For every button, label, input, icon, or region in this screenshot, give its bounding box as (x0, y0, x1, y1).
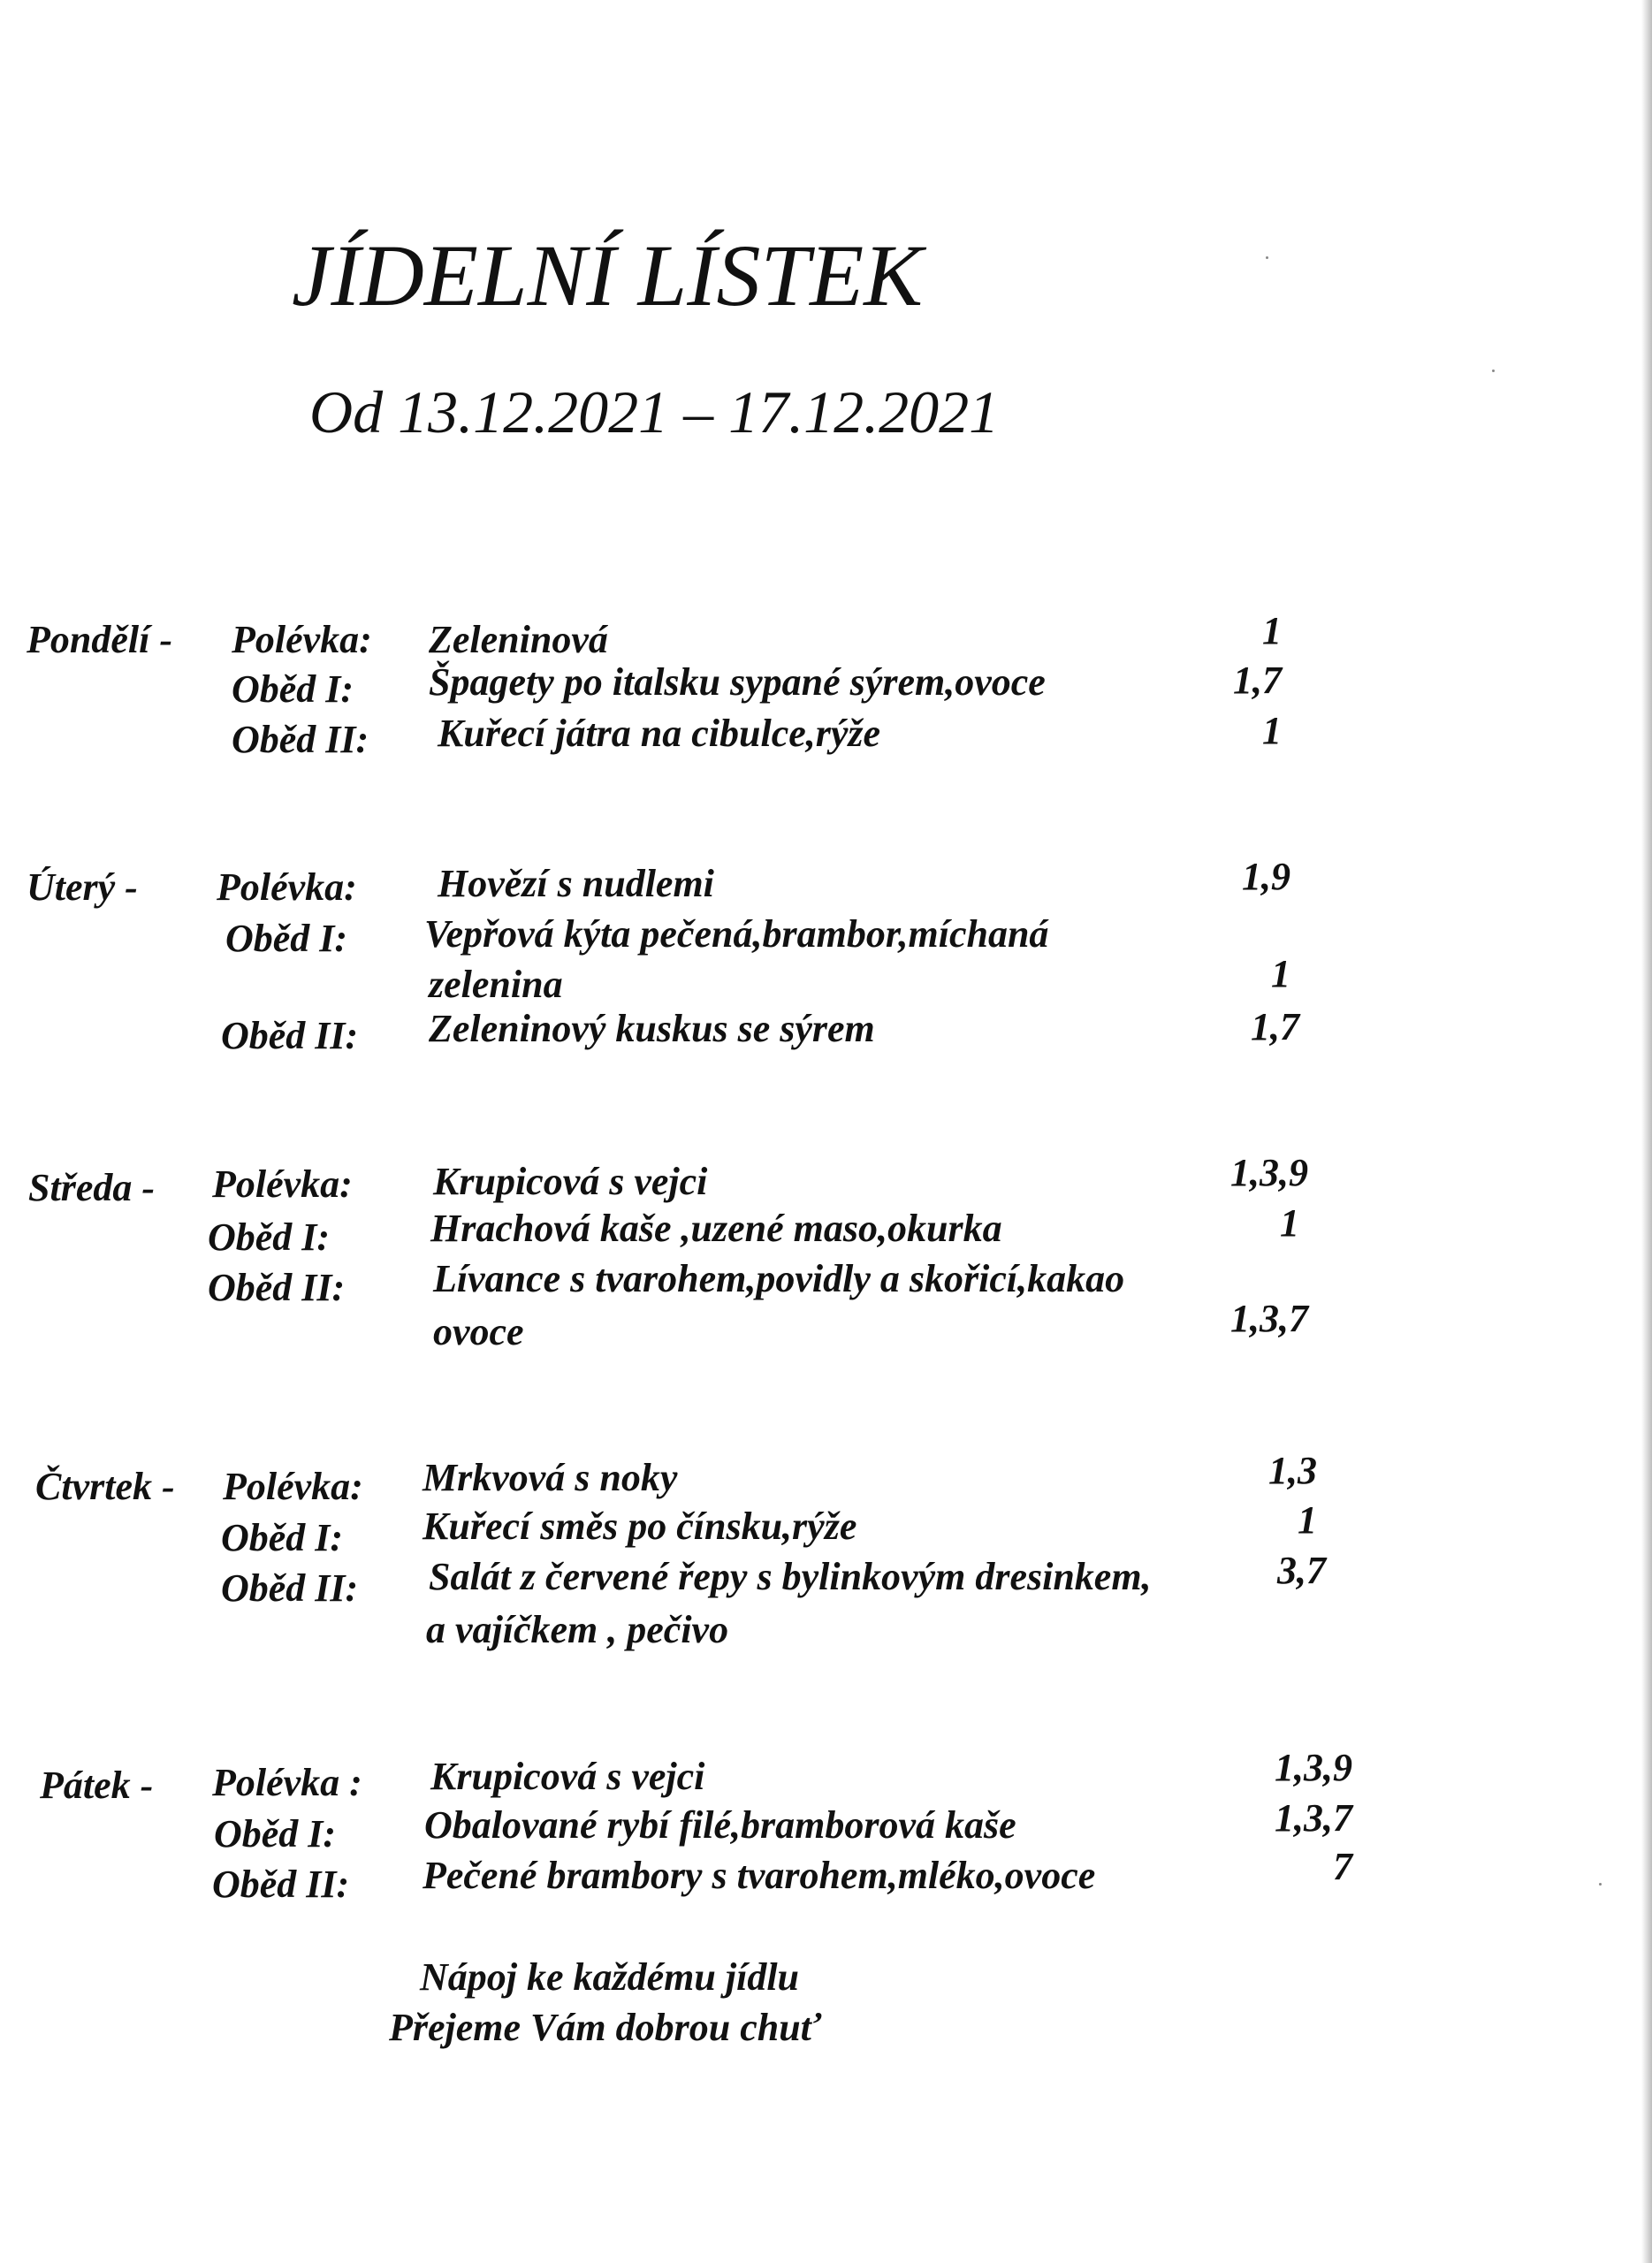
dish-name: Špagety po italsku sypané sýrem,ovoce (429, 660, 1046, 704)
course-label: Oběd II: (221, 1566, 359, 1610)
allergen-codes: 1,3,7 (1230, 1297, 1308, 1340)
dish-name: Kuřecí játra na cibulce,rýže (438, 712, 881, 755)
course-label: Oběd I: (232, 667, 354, 711)
dish-name: Zeleninová (429, 618, 608, 661)
dish-name: Mrkvová s noky (423, 1456, 678, 1499)
course-label: Oběd I: (208, 1215, 331, 1259)
allergen-codes: 1 (1280, 1201, 1299, 1245)
day-label: Pátek - (40, 1764, 154, 1807)
dish-name: Vepřová kýta pečená,brambor,míchaná (424, 912, 1049, 956)
course-label: Oběd II: (221, 1014, 359, 1057)
allergen-codes: 1,7 (1251, 1005, 1299, 1048)
course-label: Oběd I: (214, 1812, 337, 1855)
dish-name: Zeleninový kuskus se sýrem (429, 1007, 875, 1050)
course-label: Polévka: (232, 618, 372, 661)
dish-name: Krupicová s vejci (430, 1755, 705, 1798)
dish-name-continued: a vajíčkem , pečivo (426, 1608, 729, 1651)
dish-name: Lívance s tvarohem,povidly a skořicí,kakao (433, 1257, 1125, 1300)
allergen-codes: 1 (1262, 709, 1282, 752)
course-label: Oběd I: (221, 1516, 344, 1559)
course-label: Oběd II: (208, 1266, 346, 1309)
scan-speck (1266, 256, 1268, 259)
allergen-codes: 1 (1262, 609, 1282, 652)
course-label: Oběd II: (212, 1863, 350, 1906)
course-label: Polévka: (223, 1465, 363, 1508)
scan-speck (1599, 1883, 1602, 1886)
allergen-codes: 1,3 (1268, 1449, 1317, 1492)
dish-name: Kuřecí směs po čínsku,rýže (423, 1505, 857, 1548)
allergen-codes: 1,3,9 (1230, 1151, 1308, 1194)
menu-title: JÍDELNÍ LÍSTEK (292, 226, 923, 324)
allergen-codes: 7 (1333, 1845, 1352, 1888)
dish-name: Krupicová s vejci (433, 1160, 708, 1203)
allergen-codes: 1,9 (1242, 855, 1290, 898)
dish-name-continued: ovoce (433, 1310, 524, 1353)
course-label: Polévka: (217, 865, 357, 909)
course-label: Oběd II: (232, 718, 369, 761)
dish-name: Hovězí s nudlemi (438, 862, 714, 905)
paper-edge-shadow (1641, 0, 1652, 2263)
allergen-codes: 1,3,9 (1275, 1746, 1352, 1789)
menu-period: Od 13.12.2021 – 17.12.2021 (309, 378, 1000, 446)
day-label: Čtvrtek - (35, 1465, 175, 1508)
dish-name-continued: zelenina (429, 963, 563, 1006)
allergen-codes: 1,7 (1233, 659, 1282, 702)
footer-drink-note: Nápoj ke každému jídlu (420, 1955, 800, 1999)
scan-speck (1492, 370, 1495, 372)
allergen-codes: 1,3,7 (1275, 1796, 1352, 1840)
course-label: Oběd I: (225, 917, 348, 960)
dish-name: Salát z červené řepy s bylinkovým dresinkem, (429, 1555, 1152, 1598)
course-label: Polévka: (212, 1162, 353, 1206)
allergen-codes: 3,7 (1277, 1549, 1326, 1592)
dish-name: Pečené brambory s tvarohem,mléko,ovoce (423, 1854, 1096, 1897)
day-label: Středa - (28, 1166, 155, 1209)
dish-name: Obalované rybí filé,bramborová kaše (424, 1803, 1016, 1847)
dish-name: Hrachová kaše ,uzené maso,okurka (430, 1207, 1002, 1250)
allergen-codes: 1 (1271, 952, 1290, 995)
footer-greeting: Přejeme Vám dobrou chuť (389, 2006, 822, 2049)
day-label: Úterý - (27, 865, 138, 909)
allergen-codes: 1 (1298, 1498, 1317, 1542)
course-label: Polévka : (212, 1761, 362, 1804)
day-label: Pondělí - (27, 618, 172, 661)
